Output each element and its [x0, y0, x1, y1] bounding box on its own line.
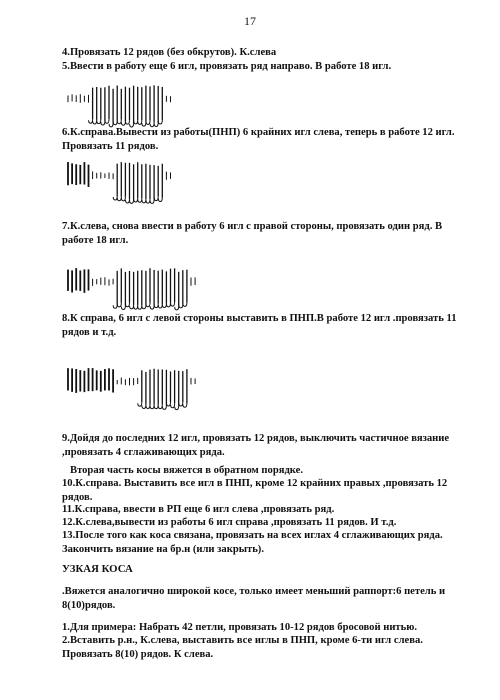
working-needle: [183, 270, 187, 307]
working-needle: [142, 164, 146, 203]
second-part-note: Вторая часть косы вяжется в обратном порядке.: [70, 465, 303, 476]
working-needle: [126, 163, 130, 203]
page-number: 17: [244, 14, 256, 28]
working-needle: [142, 86, 146, 126]
working-needle: [126, 88, 130, 124]
narrow-step-2: 2.Вставить р.н., К.слева, выставить все иглы в ПНП, кроме 6-ти игл слева. Провязать 8(10) рядов. К слева.: [62, 635, 423, 660]
working-needle: [150, 165, 154, 203]
working-needle: [97, 88, 101, 124]
needle-diagram-2: [64, 156, 444, 216]
working-needle: [126, 271, 130, 307]
narrow-braid-heading: УЗКАЯ КОСА: [62, 563, 133, 575]
step-5: 5.Ввести в работу еще 6 игл, провязать ряд направо. В работе 18 игл.: [62, 61, 392, 72]
working-needle: [162, 370, 166, 410]
working-needle: [179, 371, 183, 406]
working-needle: [138, 87, 142, 124]
working-needle: [154, 271, 158, 308]
step-11: 11.К.справа, ввести в РП еще 6 игл слева ,провязать ряд.: [62, 504, 335, 515]
working-needle: [150, 270, 154, 309]
working-needle: [162, 271, 166, 307]
working-needle: [154, 369, 158, 408]
working-needle: [134, 271, 138, 309]
working-needle: [105, 86, 109, 123]
step-9: 9.Дойдя до последних 12 игл, провязать 12 рядов, выключить частичное вязание ,провязать 4 сглаживающих ряда.: [62, 433, 450, 458]
working-needle: [113, 85, 117, 124]
working-needle: [130, 164, 134, 203]
working-needle: [171, 268, 175, 306]
step-6: 6.К.справа.Вывести из работы(ПНП) 6 крайних игл слева, теперь в работе 12 игл. Провязать 11 рядов.: [62, 127, 455, 152]
working-needle: [158, 164, 162, 202]
working-needle: [113, 164, 117, 200]
working-needle: [158, 270, 162, 308]
working-needle: [179, 270, 183, 308]
working-needle: [134, 162, 138, 202]
step-10: 10.К.справа. Выставить все игл в ПНП, кроме 12 крайних правых ,провязать 12 рядов.: [62, 478, 448, 503]
working-needle: [167, 269, 171, 307]
working-needle: [138, 164, 142, 202]
narrow-step-1: 1.Для примера: Набрать 42 петли, провязать 10-12 рядов бросовой нитью.: [62, 622, 417, 633]
working-needle: [101, 87, 105, 125]
working-needle: [175, 371, 179, 410]
step-13: 13.После того как коса связана, провязать на всех иглах 4 сглаживающих ряда. Закончить вязание на бр.н (или закрыть).: [62, 530, 443, 555]
working-needle: [117, 162, 121, 201]
needle-diagram-4: [64, 362, 444, 422]
working-needle: [146, 86, 150, 124]
narrow-braid-intro: .Вяжется аналогично широкой косе, только имеет меньший раппорт:6 петель и 8(10)рядов.: [62, 586, 446, 611]
working-needle: [154, 166, 158, 201]
working-needle: [167, 371, 171, 406]
step-12: 12.К.слева,вывести из работы 6 игл справа ,провязать 11 рядов. И т.д.: [62, 517, 397, 528]
working-needle: [146, 370, 150, 409]
working-needle: [138, 270, 142, 309]
working-needle: [121, 163, 125, 201]
working-needle: [175, 272, 179, 310]
working-needle: [113, 271, 117, 308]
working-needle: [89, 88, 93, 124]
step-7: 7.К.слева, снова ввести в работу 6 игл с правой стороны, провязать один ряд. В работе 18 игл.: [62, 221, 443, 246]
working-needle: [130, 86, 134, 127]
working-needle: [109, 89, 113, 127]
working-needle: [183, 369, 187, 407]
working-needle: [142, 271, 146, 309]
working-needle: [121, 272, 125, 310]
working-needle: [121, 87, 125, 126]
working-needle: [130, 272, 134, 309]
working-needle: [146, 165, 150, 203]
working-needle: [138, 370, 142, 406]
working-needle: [117, 268, 121, 306]
working-needle: [150, 369, 154, 409]
working-needle: [146, 268, 150, 307]
step-4: 4.Провязать 12 рядов (без обкрутов). К.слева: [62, 47, 277, 58]
working-needle: [158, 369, 162, 408]
working-needle: [117, 89, 121, 124]
working-needle: [134, 87, 138, 124]
step-8: 8.К справа, 6 игл с левой стороны выставить в ПНП.В работе 12 игл .провязать 11 рядов и т.д.: [62, 313, 457, 338]
working-needle: [154, 86, 158, 127]
working-needle: [150, 85, 154, 126]
working-needle: [158, 87, 162, 124]
working-needle: [93, 87, 97, 124]
working-needle: [142, 372, 146, 409]
working-needle: [171, 370, 175, 407]
